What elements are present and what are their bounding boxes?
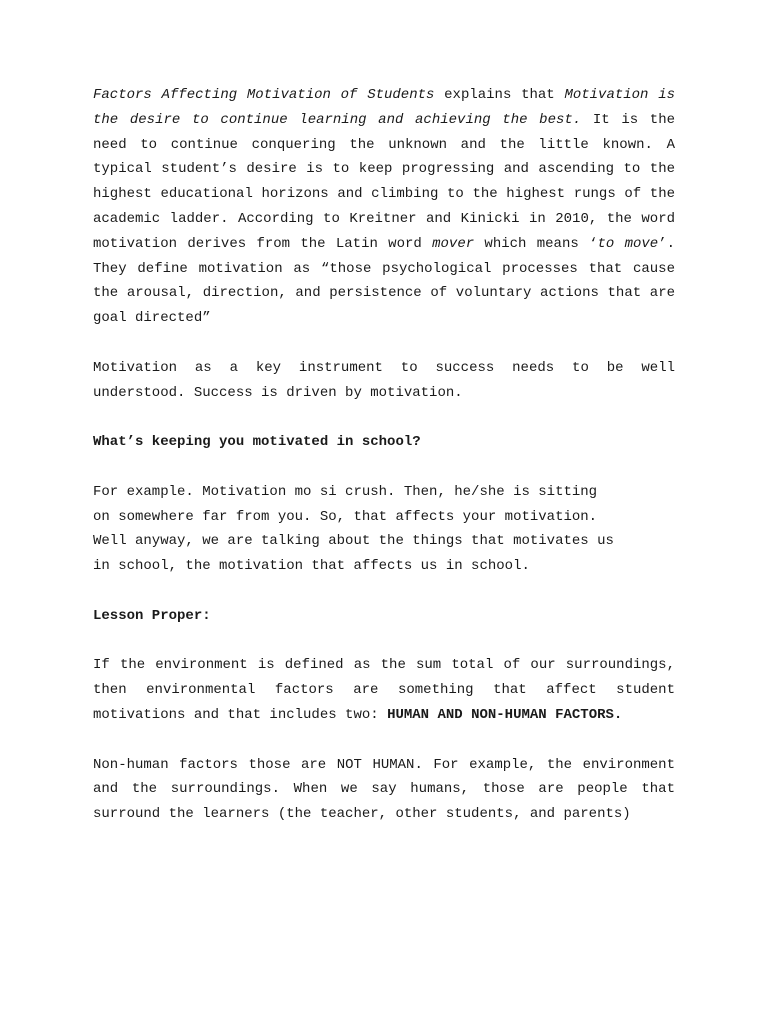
paragraph-spacer [93, 455, 675, 480]
intro-text-2: which means ‘ [474, 235, 598, 252]
intro-text-3: ’. They define motivation as “those psychological processes that cause the arousal, direction, and persistence of voluntary actions that are goal directed” [93, 235, 675, 327]
paragraph-spacer [93, 405, 675, 430]
motivation-definition: Motivation is the desire to continue learning and achieving the best. [93, 87, 675, 128]
intro-text-explains: explains that [434, 87, 565, 103]
lesson-heading [93, 604, 675, 629]
latin-meaning: to move [597, 235, 659, 252]
question-heading [93, 430, 675, 455]
intro-paragraph [93, 83, 675, 331]
paragraph-spacer [93, 331, 675, 356]
example-paragraph [93, 480, 675, 579]
intro-text-1: It is the need to continue conquering the unknown and the little known. A typical student’s desire is to keep progressing and ascending to the highest educational horizons and climbing to the highest rungs of the academic ladder. According to Kreitner and Kinicki in 2010, the word motivation derives from the Latin word [93, 111, 676, 252]
latin-word: mover [432, 235, 475, 252]
paragraph-spacer [93, 579, 675, 604]
factors-emphasis: HUMAN AND NON-HUMAN FACTORS. [387, 706, 623, 723]
success-paragraph: Motivation as a key instrument to success needs to be well understood. Success is driven by motivation. [93, 359, 675, 401]
example-line: For example. Motivation mo si crush. Then, he/she is sitting [93, 483, 598, 500]
lesson-heading-text: Lesson Proper: [93, 607, 211, 624]
question-heading-text: What’s keeping you motivated in school? [93, 434, 421, 451]
paragraph-spacer [93, 728, 675, 753]
example-line: Well anyway, we are talking about the things that motivates us [93, 533, 614, 550]
environment-text: If the environment is defined as the sum total of our surroundings, then environmental factors are something that affect student motivations and that includes two: [93, 657, 675, 723]
example-line: in school, the motivation that affects us in school. [93, 558, 530, 575]
example-line: on somewhere far from you. So, that affects your motivation. [93, 508, 598, 525]
paragraph-spacer [93, 629, 675, 654]
document-body [93, 83, 675, 827]
source-title: Factors Affecting Motivation of Students [93, 87, 435, 103]
environment-paragraph [93, 653, 675, 727]
non-human-paragraph: Non-human factors those are NOT HUMAN. For example, the environment and the surroundings. When we say humans, those are people that surround the learners (the teacher, other students, and parents) [93, 756, 675, 823]
